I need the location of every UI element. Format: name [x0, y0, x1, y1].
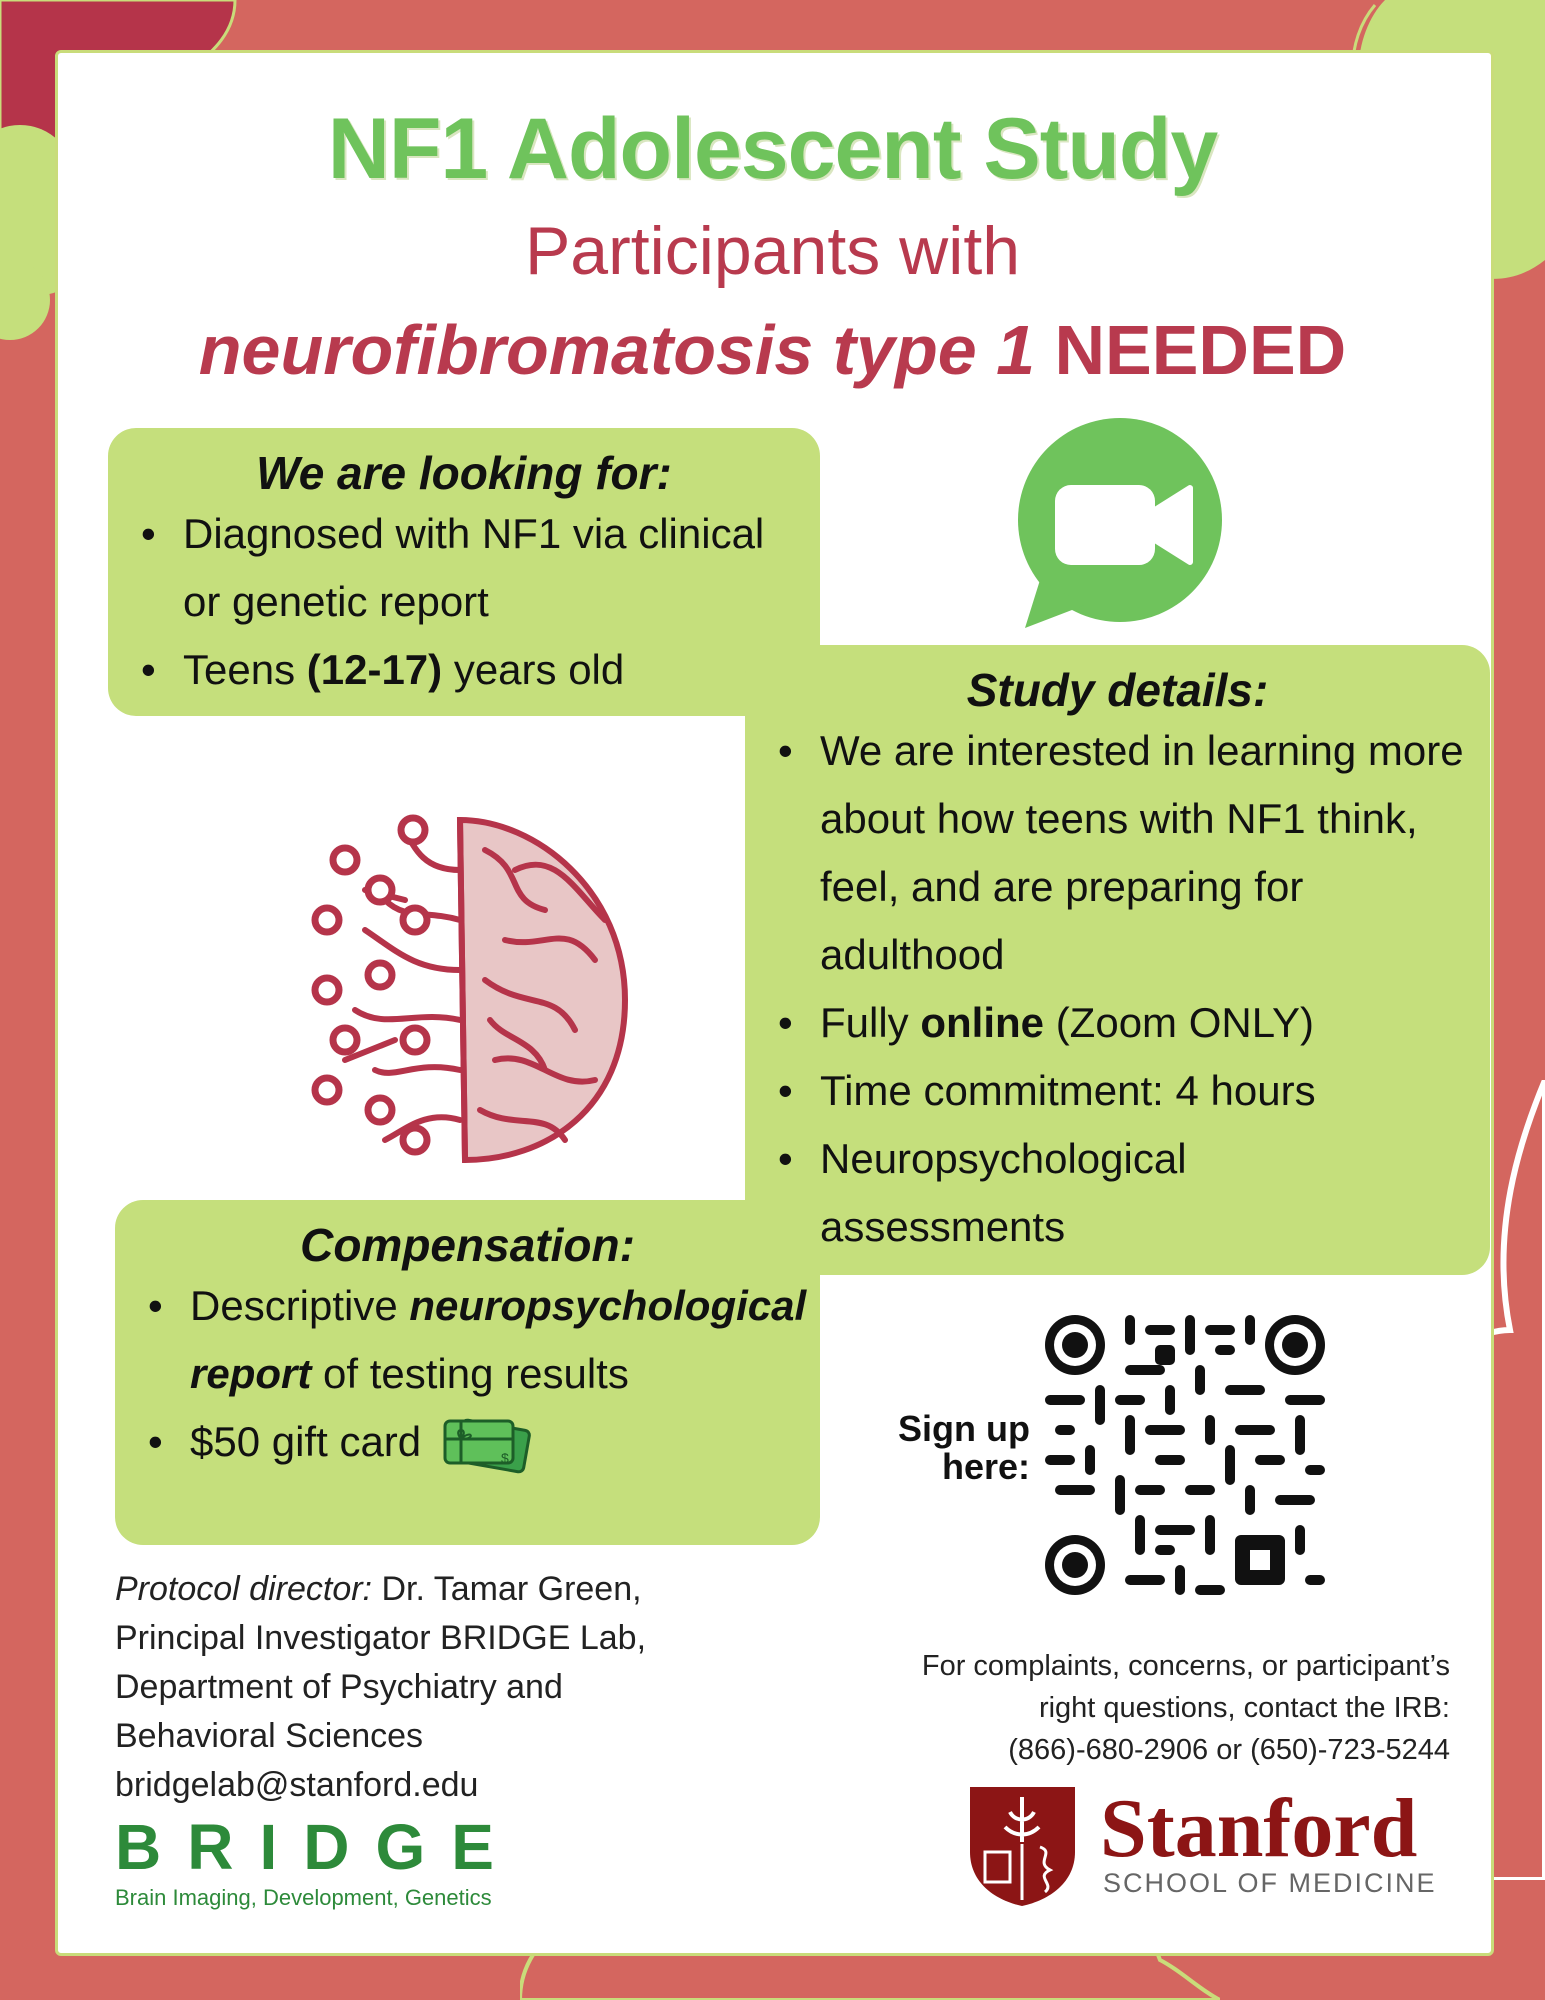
report-emphasis: neuropsychological report [190, 1282, 807, 1397]
irb-contact-block [850, 1645, 1450, 1771]
condition-name: neurofibromatosis type 1 [198, 311, 1036, 389]
compensation-item [190, 1408, 820, 1476]
protocol-label: Protocol director: [115, 1570, 372, 1608]
protocol-line: Principal Investigator BRIDGE Lab, [115, 1619, 647, 1657]
compensation-box [115, 1200, 820, 1545]
signup-line1: Sign up [898, 1408, 1030, 1449]
stanford-subtitle: SCHOOL OF MEDICINE [1103, 1868, 1437, 1898]
age-suffix: years old [442, 646, 625, 693]
needed-label: NEEDED [1054, 311, 1347, 389]
online-suffix: (Zoom ONLY) [1044, 999, 1314, 1046]
study-details-heading: Study details: [966, 664, 1269, 716]
compensation-heading: Compensation: [300, 1219, 635, 1271]
compensation-item [190, 1272, 820, 1408]
protocol-line: Behavioral Sciences [115, 1717, 424, 1755]
report-suffix: of testing results [311, 1350, 629, 1397]
protocol-name: Dr. Tamar Green, [372, 1570, 642, 1608]
study-details-box [745, 645, 1490, 1275]
qr-code[interactable] [1045, 1315, 1325, 1595]
irb-line: right questions, contact the IRB: [1038, 1692, 1450, 1724]
looking-for-item: • Diagnosed with NF1 via clinical or genetic report [183, 500, 820, 636]
brain-icon [305, 810, 635, 1170]
signup-label [895, 1410, 1030, 1486]
protocol-line: Department of Psychiatry and [115, 1668, 563, 1706]
looking-for-box [108, 428, 820, 716]
poster-condition-line [0, 310, 1545, 390]
contact-email[interactable]: bridgelab@stanford.edu [115, 1766, 479, 1804]
age-prefix: Teens [183, 646, 307, 693]
protocol-director-block [115, 1565, 646, 1810]
bridge-logo-tagline: Brain Imaging, Development, Genetics [115, 1885, 492, 1910]
study-details-item [820, 989, 1480, 1057]
poster-title: NF1 Adolescent Study [327, 101, 1218, 197]
bridge-logo-word: BRIDGE [115, 1811, 520, 1883]
study-details-item: • Neuropsychological assessments [820, 1125, 1240, 1261]
video-chat-icon [1010, 410, 1225, 630]
online-prefix: Fully [820, 999, 921, 1046]
looking-for-heading: We are looking for: [256, 447, 672, 499]
age-range: (12-17) [306, 646, 443, 693]
irb-phone: (866)-680-2906 or (650)-723-5244 [1008, 1734, 1450, 1766]
bridge-logo [115, 1811, 520, 1911]
looking-for-item [183, 636, 820, 704]
poster-subtitle: Participants with [524, 213, 1021, 289]
irb-line: For complaints, concerns, or participant’s [921, 1650, 1450, 1682]
stanford-wordmark: Stanford [1100, 1782, 1418, 1875]
online-word: online [920, 999, 1045, 1046]
gift-card-label: $50 gift card [190, 1418, 422, 1465]
study-details-item: • We are interested in learning more about how teens with NF1 think, feel, and are preparing for adulthood [820, 717, 1480, 989]
svg-text:$: $ [500, 1449, 509, 1466]
stanford-seal-icon [965, 1782, 1080, 1907]
gift-card-icon [441, 1415, 531, 1475]
report-prefix: Descriptive [190, 1282, 410, 1329]
signup-line2: here: [941, 1446, 1030, 1487]
study-details-item: • Time commitment: 4 hours [820, 1057, 1480, 1125]
